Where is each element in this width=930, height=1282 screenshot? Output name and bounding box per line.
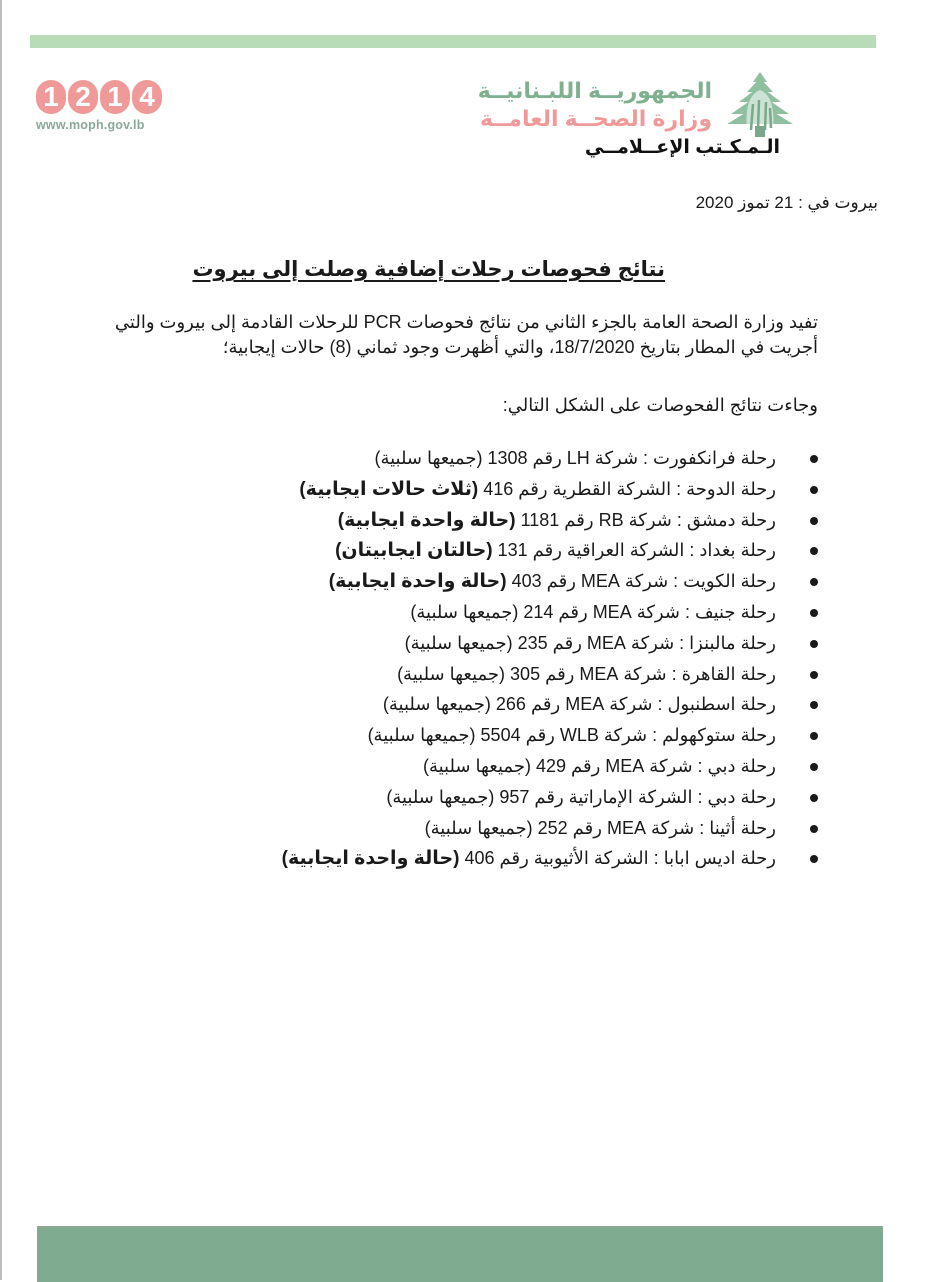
list-item [198, 535, 818, 566]
test-result: (جميعها سلبية) [422, 755, 531, 776]
flight-results-list [198, 443, 818, 874]
intro-paragraph: تفيد وزارة الصحة العامة بالجزء الثاني من نتائج فحوصات PCR للرحلات القادمة إلى بيروت والتي أجريت في المطار بتاريخ 18/7/2020، والتي أظهرت وجود ثماني (8) حالات إيجابية؛ [114, 312, 818, 357]
test-result: (جميعها سلبية) [424, 817, 533, 838]
flight-info: رحلة ستوكهولم : شركة WLB رقم 5504 [480, 725, 776, 746]
page-edge [0, 0, 2, 1280]
test-result: (جميعها سلبية) [386, 786, 495, 807]
flight-info: رحلة مالبنزا : شركة MEA رقم 235 [517, 632, 776, 653]
flight-info: رحلة الدوحة : الشركة القطرية رقم 416 [483, 478, 776, 499]
list-item [198, 782, 818, 813]
bullet-icon [810, 547, 818, 555]
test-result: (حالة واحدة ايجابية) [328, 571, 507, 593]
flight-info: رحلة القاهرة : شركة MEA رقم 305 [510, 663, 776, 684]
flight-info: رحلة اديس ابابا : الشركة الأثيوبية رقم 406 [464, 848, 776, 869]
flight-info: رحلة دمشق : شركة RB رقم 1181 [520, 509, 776, 530]
republic-name: الجمهوريــة اللبـنانيــة [477, 78, 712, 103]
footer-green-bar [37, 1226, 883, 1282]
test-result: (جميعها سلبية) [374, 448, 483, 468]
hotline-digit: 1 [36, 80, 66, 114]
bullet-icon [810, 732, 818, 740]
header-green-bar [30, 35, 876, 48]
bullet-icon [810, 486, 818, 494]
list-item [198, 628, 818, 659]
flight-info: رحلة الكويت : شركة MEA رقم 403 [511, 571, 776, 592]
test-result: (حالتان ايجابيتان) [335, 540, 493, 562]
flight-info: رحلة أثينا : شركة MEA رقم 252 [537, 817, 776, 838]
media-office-name: الـمـكـتب الإعــلامــي [584, 137, 780, 158]
flight-info: رحلة بغداد : الشركة العراقية رقم 131 [497, 540, 776, 561]
results-lead-in: وجاءت نتائج الفحوصات على الشكل التالي: [502, 395, 818, 415]
bullet-icon [810, 578, 818, 586]
list-item [198, 843, 818, 874]
hotline-digit: 1 [100, 80, 130, 114]
test-result: (ثلاث حالات ايجابية) [299, 478, 479, 500]
ministry-logo [477, 68, 800, 168]
bullet-icon [810, 825, 818, 833]
cedar-tree-icon [725, 70, 795, 138]
hotline-logo [36, 80, 166, 132]
test-result: (جميعها سلبية) [367, 725, 476, 746]
list-item [198, 720, 818, 751]
bullet-icon [810, 794, 818, 802]
list-item [198, 751, 818, 782]
list-item [198, 474, 818, 505]
test-result: (جميعها سلبية) [397, 663, 506, 684]
bullet-icon [810, 701, 818, 709]
bullet-icon [810, 671, 818, 679]
flight-info: رحلة جنيف : شركة MEA رقم 214 [523, 601, 776, 622]
bullet-icon [810, 455, 818, 463]
hotline-number [36, 80, 166, 114]
flight-info: رحلة دبي : شركة MEA رقم 429 [535, 755, 776, 776]
list-item [198, 597, 818, 628]
document-title: نتائج فحوصات رحلات إضافية وصلت إلى بيروت [192, 258, 665, 281]
list-item [198, 566, 818, 597]
flight-info: رحلة دبي : الشركة الإماراتية رقم 957 [499, 786, 776, 807]
website-url: www.moph.gov.lb [36, 118, 145, 132]
document-date: بيروت في : 21 تموز 2020 [695, 193, 878, 212]
test-result: (حالة واحدة ايجابية) [337, 509, 516, 531]
bullet-icon [810, 609, 818, 617]
list-item [198, 443, 818, 474]
list-item [198, 813, 818, 844]
hotline-digit: 4 [132, 80, 162, 114]
bullet-icon [810, 855, 818, 863]
list-item [198, 659, 818, 690]
bullet-icon [810, 640, 818, 648]
hotline-digit: 2 [68, 80, 98, 114]
bullet-icon [810, 517, 818, 525]
list-item [198, 689, 818, 720]
test-result: (جميعها سلبية) [382, 694, 491, 715]
test-result: (حالة واحدة ايجابية) [281, 848, 460, 870]
ministry-name: وزارة الصحــة العامــة [480, 106, 712, 131]
test-result: (جميعها سلبية) [404, 632, 513, 653]
list-item [198, 505, 818, 536]
flight-info: رحلة فرانكفورت : شركة LH رقم 1308 [487, 448, 776, 468]
test-result: (جميعها سلبية) [410, 601, 519, 622]
flight-info: رحلة اسطنبول : شركة MEA رقم 266 [495, 694, 776, 715]
bullet-icon [810, 763, 818, 771]
